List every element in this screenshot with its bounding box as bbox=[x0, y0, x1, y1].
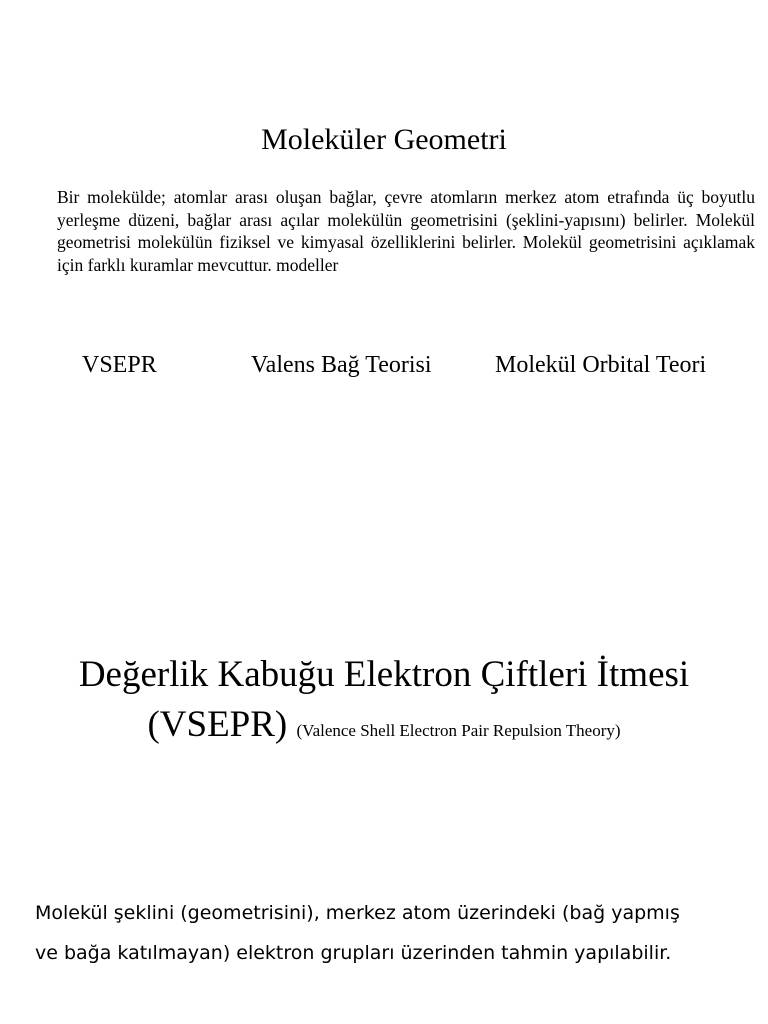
theory-list bbox=[0, 350, 768, 384]
theory-molecular-orbital: Molekül Orbital Teori bbox=[495, 352, 707, 378]
theory-valence-bond: Valens Bağ Teorisi bbox=[251, 352, 432, 378]
vsepr-definition bbox=[35, 893, 755, 973]
vsepr-english-name: (Valence Shell Electron Pair Repulsion Theory) bbox=[296, 721, 621, 740]
page-title: Moleküler Geometri bbox=[261, 123, 507, 156]
theory-vsepr: VSEPR bbox=[82, 352, 157, 378]
vsepr-heading-text: Değerlik Kabuğu Elektron Çiftleri İtmesi bbox=[78, 654, 690, 695]
definition-line-1: Molekül şeklini (geometrisini), merkez atom üzerindeki (bağ yapmış bbox=[35, 902, 680, 924]
intro-paragraph: Bir molekülde; atomlar arası oluşan bağlar, çevre atomların merkez atom etrafında üç boyutlu yerleşme düzeni, bağlar arası açılar molekülün geometrisini (şeklini-yapısını) belirler. Molekül geometrisi molekülün fiziksel ve kimyasal özelliklerini belirler. Molekül geometrisini açıklamak için farklı kuramlar mevcuttur. modeller bbox=[57, 187, 755, 275]
vsepr-heading-line2 bbox=[0, 700, 768, 756]
vsepr-heading bbox=[0, 650, 768, 756]
definition-line-2: ve bağa katılmayan) elektron grupları üzerinden tahmin yapılabilir. bbox=[35, 942, 672, 964]
vsepr-abbreviation: (VSEPR) bbox=[147, 704, 288, 745]
